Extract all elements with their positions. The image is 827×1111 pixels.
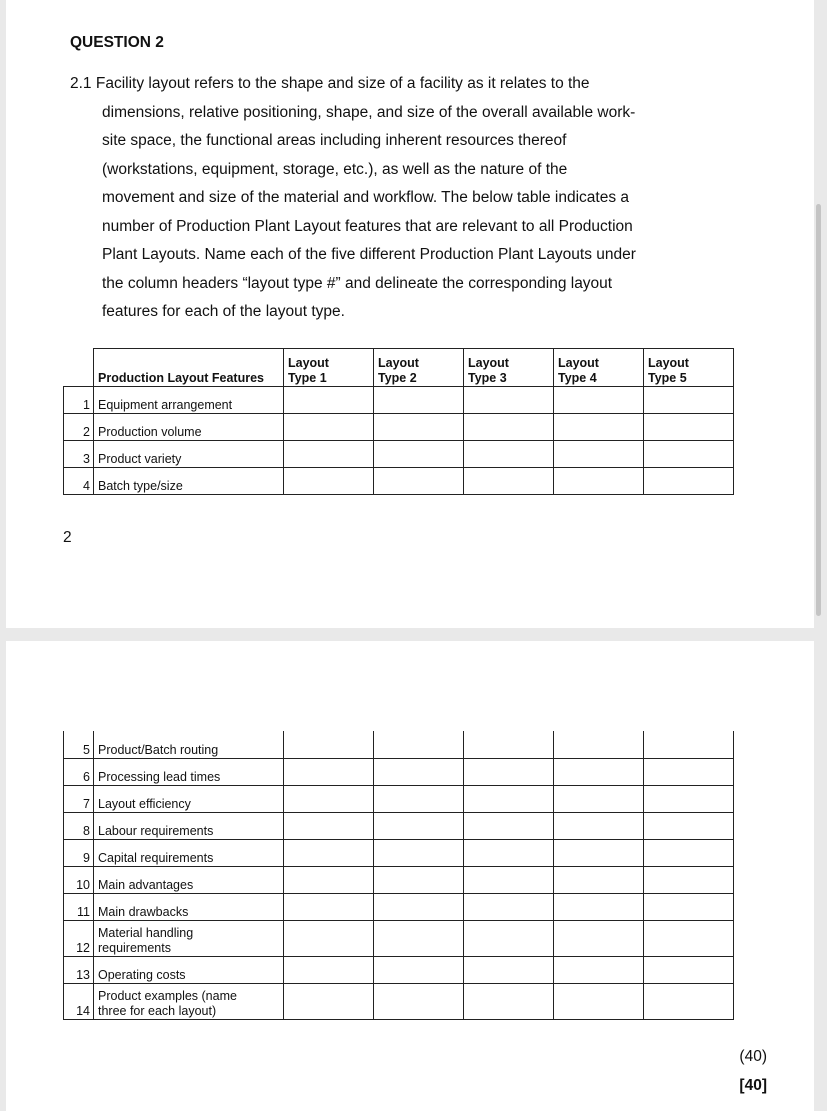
answer-cell-type-3[interactable] <box>464 983 554 1019</box>
row-number: 1 <box>64 387 94 414</box>
table-row <box>64 468 734 495</box>
answer-cell-type-2[interactable] <box>374 468 464 495</box>
table-row <box>64 785 734 812</box>
row-number: 14 <box>64 983 94 1019</box>
answer-cell-type-3[interactable] <box>464 839 554 866</box>
answer-cell-type-4[interactable] <box>554 441 644 468</box>
question-line-2: dimensions, relative positioning, shape, and size of the overall available work- <box>102 103 636 121</box>
feature-label: Material handling requirements <box>94 920 284 956</box>
answer-cell-type-5[interactable] <box>644 468 734 495</box>
row-number: 3 <box>64 441 94 468</box>
answer-cell-type-2[interactable] <box>374 387 464 414</box>
answer-cell-type-3[interactable] <box>464 387 554 414</box>
row-number: 9 <box>64 839 94 866</box>
answer-cell-type-5[interactable] <box>644 956 734 983</box>
answer-cell-type-2[interactable] <box>374 866 464 893</box>
answer-cell-type-4[interactable] <box>554 731 644 758</box>
layout-features-table-part-1 <box>63 348 734 495</box>
row-number: 12 <box>64 920 94 956</box>
answer-cell-type-1[interactable] <box>284 785 374 812</box>
table-row <box>64 956 734 983</box>
layout-features-table-part-2 <box>63 731 734 1020</box>
feature-label: Main advantages <box>94 866 284 893</box>
row-number: 4 <box>64 468 94 495</box>
row-number: 6 <box>64 758 94 785</box>
question-text <box>70 70 695 327</box>
answer-cell-type-3[interactable] <box>464 920 554 956</box>
answer-cell-type-4[interactable] <box>554 920 644 956</box>
table-row <box>64 731 734 758</box>
answer-cell-type-3[interactable] <box>464 956 554 983</box>
column-header-5: Layout Type 5 <box>644 349 734 387</box>
answer-cell-type-4[interactable] <box>554 956 644 983</box>
answer-cell-type-2[interactable] <box>374 893 464 920</box>
table-row <box>64 983 734 1019</box>
column-header-1: Layout Type 1 <box>284 349 374 387</box>
question-line-9: features for each of the layout type. <box>102 303 345 320</box>
question-line-3: site space, the functional areas including inherent resources thereof <box>102 132 567 149</box>
answer-cell-type-2[interactable] <box>374 839 464 866</box>
answer-cell-type-1[interactable] <box>284 920 374 956</box>
total-marks: [40] <box>739 1077 767 1094</box>
question-line-8: the column headers “layout type #” and delineate the corresponding layout <box>102 274 613 292</box>
document-page-1 <box>6 0 814 628</box>
document-page-2 <box>6 641 814 1111</box>
answer-cell-type-4[interactable] <box>554 468 644 495</box>
table-header-row <box>64 349 734 387</box>
page-number: 2 <box>63 529 72 546</box>
question-line-4: (workstations, equipment, storage, etc.), as well as the nature of the <box>102 160 568 178</box>
feature-label: Production volume <box>94 414 284 441</box>
table-row <box>64 812 734 839</box>
column-header-2: Layout Type 2 <box>374 349 464 387</box>
answer-cell-type-2[interactable] <box>374 414 464 441</box>
answer-cell-type-5[interactable] <box>644 983 734 1019</box>
table-row <box>64 920 734 956</box>
table-row <box>64 414 734 441</box>
answer-cell-type-3[interactable] <box>464 468 554 495</box>
row-number: 2 <box>64 414 94 441</box>
scrollbar[interactable] <box>816 204 821 616</box>
answer-cell-type-5[interactable] <box>644 785 734 812</box>
answer-cell-type-3[interactable] <box>464 441 554 468</box>
answer-cell-type-1[interactable] <box>284 468 374 495</box>
table-row <box>64 387 734 414</box>
answer-cell-type-5[interactable] <box>644 414 734 441</box>
answer-cell-type-1[interactable] <box>284 983 374 1019</box>
feature-label: Product/Batch routing <box>94 731 284 758</box>
column-header-4: Layout Type 4 <box>554 349 644 387</box>
feature-label: Layout efficiency <box>94 785 284 812</box>
answer-cell-type-1[interactable] <box>284 866 374 893</box>
feature-label: Equipment arrangement <box>94 387 284 414</box>
answer-cell-type-4[interactable] <box>554 893 644 920</box>
answer-cell-type-3[interactable] <box>464 785 554 812</box>
row-number: 11 <box>64 893 94 920</box>
answer-cell-type-5[interactable] <box>644 441 734 468</box>
answer-cell-type-4[interactable] <box>554 983 644 1019</box>
answer-cell-type-4[interactable] <box>554 866 644 893</box>
answer-cell-type-1[interactable] <box>284 839 374 866</box>
question-line-6: number of Production Plant Layout features that are relevant to all Production <box>102 217 633 235</box>
answer-cell-type-1[interactable] <box>284 956 374 983</box>
answer-cell-type-2[interactable] <box>374 785 464 812</box>
question-line-1: 2.1 Facility layout refers to the shape and size of a facility as it relates to the <box>70 75 590 92</box>
answer-cell-type-2[interactable] <box>374 983 464 1019</box>
answer-cell-type-2[interactable] <box>374 956 464 983</box>
answer-cell-type-5[interactable] <box>644 758 734 785</box>
answer-cell-type-4[interactable] <box>554 785 644 812</box>
answer-cell-type-2[interactable] <box>374 758 464 785</box>
feature-label: Capital requirements <box>94 839 284 866</box>
answer-cell-type-4[interactable] <box>554 387 644 414</box>
answer-cell-type-4[interactable] <box>554 812 644 839</box>
row-number: 13 <box>64 956 94 983</box>
answer-cell-type-5[interactable] <box>644 839 734 866</box>
feature-header: Production Layout Features <box>94 349 284 387</box>
feature-label: Product variety <box>94 441 284 468</box>
table-row <box>64 839 734 866</box>
feature-label: Product examples (name three for each layout) <box>94 983 284 1019</box>
answer-cell-type-3[interactable] <box>464 812 554 839</box>
answer-cell-type-3[interactable] <box>464 866 554 893</box>
answer-cell-type-3[interactable] <box>464 731 554 758</box>
feature-label: Labour requirements <box>94 812 284 839</box>
column-header-3: Layout Type 3 <box>464 349 554 387</box>
question-heading: QUESTION 2 <box>70 34 164 51</box>
answer-cell-type-5[interactable] <box>644 920 734 956</box>
answer-cell-type-2[interactable] <box>374 731 464 758</box>
answer-cell-type-4[interactable] <box>554 758 644 785</box>
table-row <box>64 758 734 785</box>
row-number: 8 <box>64 812 94 839</box>
answer-cell-type-4[interactable] <box>554 414 644 441</box>
answer-cell-type-3[interactable] <box>464 758 554 785</box>
answer-cell-type-1[interactable] <box>284 812 374 839</box>
feature-label: Operating costs <box>94 956 284 983</box>
question-line-7: Plant Layouts. Name each of the five different Production Plant Layouts under <box>102 246 636 263</box>
answer-cell-type-3[interactable] <box>464 414 554 441</box>
answer-cell-type-1[interactable] <box>284 893 374 920</box>
question-line-5: movement and size of the material and workflow. The below table indicates a <box>102 189 629 206</box>
answer-cell-type-1[interactable] <box>284 731 374 758</box>
answer-cell-type-2[interactable] <box>374 441 464 468</box>
feature-label: Batch type/size <box>94 468 284 495</box>
answer-cell-type-2[interactable] <box>374 812 464 839</box>
subtotal-marks: (40) <box>739 1048 767 1065</box>
table-row <box>64 893 734 920</box>
answer-cell-type-2[interactable] <box>374 920 464 956</box>
answer-cell-type-5[interactable] <box>644 731 734 758</box>
answer-cell-type-5[interactable] <box>644 866 734 893</box>
answer-cell-type-5[interactable] <box>644 387 734 414</box>
row-number: 10 <box>64 866 94 893</box>
answer-cell-type-1[interactable] <box>284 441 374 468</box>
answer-cell-type-3[interactable] <box>464 893 554 920</box>
answer-cell-type-5[interactable] <box>644 893 734 920</box>
row-number: 7 <box>64 785 94 812</box>
answer-cell-type-5[interactable] <box>644 812 734 839</box>
table-row <box>64 866 734 893</box>
answer-cell-type-1[interactable] <box>284 758 374 785</box>
answer-cell-type-1[interactable] <box>284 414 374 441</box>
row-number: 5 <box>64 731 94 758</box>
answer-cell-type-1[interactable] <box>284 387 374 414</box>
feature-label: Processing lead times <box>94 758 284 785</box>
feature-label: Main drawbacks <box>94 893 284 920</box>
table-row <box>64 441 734 468</box>
question-number: 2.1 <box>70 75 92 92</box>
answer-cell-type-4[interactable] <box>554 839 644 866</box>
